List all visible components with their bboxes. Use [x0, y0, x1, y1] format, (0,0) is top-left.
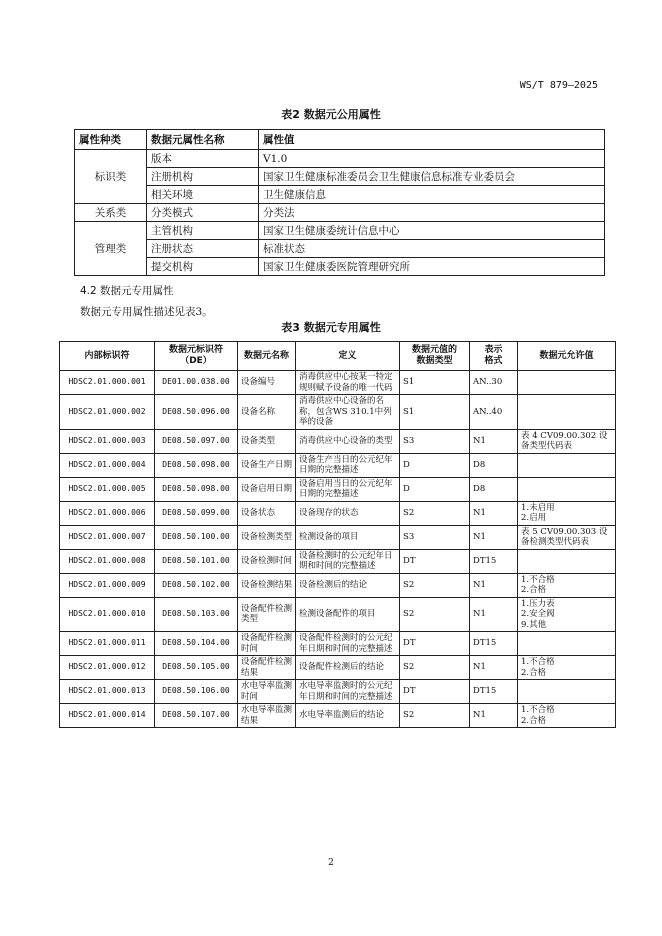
category-cell: 关系类 [75, 204, 147, 222]
attribute-value: 国家卫生健康委医院管理研究所 [259, 258, 605, 276]
table-row [75, 222, 605, 240]
internal-id-cell: HDSC2.01.000.010 [60, 597, 155, 632]
definition-cell: 检测设备配件的项目 [296, 597, 400, 632]
internal-id-cell: HDSC2.01.000.013 [60, 680, 155, 704]
de-id-cell: DE08.50.098.00 [155, 477, 238, 501]
format-cell: N1 [470, 704, 518, 728]
internal-id-cell: HDSC2.01.000.002 [60, 395, 155, 430]
table2-header-row [75, 130, 605, 150]
element-name-cell: 设备检测类型 [238, 525, 296, 549]
element-name-cell: 设备检测结果 [238, 573, 296, 597]
table3-header-cell: 表示 格式 [470, 342, 518, 371]
data-type-cell: DT [400, 549, 470, 573]
definition-cell: 设备检测后的结论 [296, 573, 400, 597]
allowed-values-cell: 1.未启用 2.启用 [518, 501, 616, 525]
table-row [75, 240, 605, 258]
table3-caption: 表3 数据元专用属性 [281, 321, 381, 334]
definition-cell: 设备启用当日的公元纪年日期的完整描述 [296, 477, 400, 501]
allowed-values-cell [518, 632, 616, 656]
de-id-cell: DE08.50.107.00 [155, 704, 238, 728]
allowed-values-cell [518, 371, 616, 395]
data-type-cell: DT [400, 632, 470, 656]
format-cell: N1 [470, 656, 518, 680]
category-cell: 管理类 [75, 222, 147, 276]
format-cell: N1 [470, 597, 518, 632]
data-type-cell: S2 [400, 573, 470, 597]
allowed-values-cell: 1.不合格 2.合格 [518, 573, 616, 597]
attribute-value: 卫生健康信息 [259, 186, 605, 204]
allowed-values-cell [518, 453, 616, 477]
de-id-cell: DE08.50.102.00 [155, 573, 238, 597]
allowed-values-cell [518, 477, 616, 501]
element-name-cell: 设备状态 [238, 501, 296, 525]
table3-header-cell: 数据元允许值 [518, 342, 616, 371]
data-type-cell: S2 [400, 656, 470, 680]
table-row [60, 680, 616, 704]
definition-cell: 检测设备的项目 [296, 525, 400, 549]
de-id-cell: DE08.50.106.00 [155, 680, 238, 704]
format-cell: DT15 [470, 680, 518, 704]
table3-header-cell: 数据元标识符 （DE） [155, 342, 238, 371]
allowed-values-cell: 表 5 CV09.00.303 设备检测类型代码表 [518, 525, 616, 549]
definition-cell: 水电导率监测后的结论 [296, 704, 400, 728]
table-row [75, 186, 605, 204]
element-name-cell: 设备检测时间 [238, 549, 296, 573]
table3-header-row [60, 342, 616, 371]
table3-header-cell: 数据元名称 [238, 342, 296, 371]
attribute-name: 版本 [147, 150, 259, 168]
table-row [60, 656, 616, 680]
table-row [60, 597, 616, 632]
table2-caption: 表2 数据元公用属性 [281, 108, 381, 121]
de-id-cell: DE08.50.104.00 [155, 632, 238, 656]
data-type-cell: S1 [400, 395, 470, 430]
allowed-values-cell: 1.不合格 2.合格 [518, 656, 616, 680]
element-name-cell: 设备配件检测时间 [238, 632, 296, 656]
allowed-values-cell: 1.压力表 2.安全阀 9.其他 [518, 597, 616, 632]
internal-id-cell: HDSC2.01.000.006 [60, 501, 155, 525]
element-name-cell: 设备名称 [238, 395, 296, 430]
element-name-cell: 水电导率监测时间 [238, 680, 296, 704]
format-cell: N1 [470, 573, 518, 597]
table3-header-cell: 数据元值的 数据类型 [400, 342, 470, 371]
allowed-values-cell: 表 4 CV09.00.302 设备类型代码表 [518, 429, 616, 453]
data-type-cell: S2 [400, 704, 470, 728]
data-type-cell: D [400, 453, 470, 477]
attribute-value: V1.0 [259, 150, 605, 168]
de-id-cell: DE08.50.096.00 [155, 395, 238, 430]
internal-id-cell: HDSC2.01.000.007 [60, 525, 155, 549]
attribute-name: 主管机构 [147, 222, 259, 240]
table2-public-attributes [74, 129, 605, 276]
table-row [75, 258, 605, 276]
internal-id-cell: HDSC2.01.000.014 [60, 704, 155, 728]
table2-header-cell: 数据元属性名称 [147, 130, 259, 150]
table-row [60, 704, 616, 728]
de-id-cell: DE08.50.103.00 [155, 597, 238, 632]
format-cell: D8 [470, 453, 518, 477]
data-type-cell: D [400, 477, 470, 501]
internal-id-cell: HDSC2.01.000.005 [60, 477, 155, 501]
element-name-cell: 设备配件检测结果 [238, 656, 296, 680]
element-name-cell: 设备生产日期 [238, 453, 296, 477]
table3-specific-attributes [59, 341, 616, 728]
definition-cell: 设备检测时的公元纪年日期和时间的完整描述 [296, 549, 400, 573]
definition-cell: 设备配件检测后的结论 [296, 656, 400, 680]
de-id-cell: DE08.50.099.00 [155, 501, 238, 525]
format-cell: AN..40 [470, 395, 518, 430]
data-type-cell: S3 [400, 525, 470, 549]
de-id-cell: DE08.50.101.00 [155, 549, 238, 573]
table2-header-cell: 属性值 [259, 130, 605, 150]
data-type-cell: S1 [400, 371, 470, 395]
data-type-cell: S3 [400, 429, 470, 453]
allowed-values-cell: 1.不合格 2.合格 [518, 704, 616, 728]
format-cell: N1 [470, 429, 518, 453]
attribute-name: 相关环境 [147, 186, 259, 204]
table-row [60, 453, 616, 477]
definition-cell: 消毒供应中心设备的类型 [296, 429, 400, 453]
element-name-cell: 设备配件检测类型 [238, 597, 296, 632]
table-row [60, 371, 616, 395]
format-cell: N1 [470, 525, 518, 549]
format-cell: DT15 [470, 632, 518, 656]
element-name-cell: 设备编号 [238, 371, 296, 395]
table-row [60, 573, 616, 597]
table-row [75, 168, 605, 186]
definition-cell: 水电导率监测时的公元纪年日期和时间的完整描述 [296, 680, 400, 704]
allowed-values-cell [518, 549, 616, 573]
definition-cell: 设备生产当日的公元纪年日期的完整描述 [296, 453, 400, 477]
de-id-cell: DE08.50.100.00 [155, 525, 238, 549]
table3-header-cell: 内部标识符 [60, 342, 155, 371]
data-type-cell: S2 [400, 597, 470, 632]
attribute-value: 分类法 [259, 204, 605, 222]
element-name-cell: 设备启用日期 [238, 477, 296, 501]
definition-cell: 设备配件检测时的公元纪年日期和时间的完整描述 [296, 632, 400, 656]
table-row [60, 395, 616, 430]
format-cell: DT15 [470, 549, 518, 573]
table-row [75, 150, 605, 168]
table-row [60, 632, 616, 656]
internal-id-cell: HDSC2.01.000.011 [60, 632, 155, 656]
attribute-name: 提交机构 [147, 258, 259, 276]
table-row [60, 477, 616, 501]
table-row [60, 429, 616, 453]
internal-id-cell: HDSC2.01.000.008 [60, 549, 155, 573]
table-row [60, 549, 616, 573]
format-cell: D8 [470, 477, 518, 501]
table3-header-cell: 定义 [296, 342, 400, 371]
element-name-cell: 水电导率监测结果 [238, 704, 296, 728]
table2-header-cell: 属性种类 [75, 130, 147, 150]
table-row [60, 501, 616, 525]
definition-cell: 设备现存的状态 [296, 501, 400, 525]
allowed-values-cell [518, 395, 616, 430]
standard-code: WS/T 879—2025 [519, 80, 598, 91]
format-cell: AN..30 [470, 371, 518, 395]
table-row [75, 204, 605, 222]
element-name-cell: 设备类型 [238, 429, 296, 453]
de-id-cell: DE08.50.105.00 [155, 656, 238, 680]
data-type-cell: S2 [400, 501, 470, 525]
definition-cell: 消毒供应中心按某一特定规则赋予设备的唯一代码 [296, 371, 400, 395]
de-id-cell: DE08.50.097.00 [155, 429, 238, 453]
de-id-cell: DE01.00.038.00 [155, 371, 238, 395]
format-cell: N1 [470, 501, 518, 525]
section-heading: 4.2 数据元专用属性 [80, 285, 174, 297]
de-id-cell: DE08.50.098.00 [155, 453, 238, 477]
internal-id-cell: HDSC2.01.000.012 [60, 656, 155, 680]
internal-id-cell: HDSC2.01.000.004 [60, 453, 155, 477]
attribute-value: 国家卫生健康委统计信息中心 [259, 222, 605, 240]
attribute-name: 注册状态 [147, 240, 259, 258]
definition-cell: 消毒供应中心设备的名称，包含WS 310.1中列举的设备 [296, 395, 400, 430]
section-paragraph: 数据元专用属性描述见表3。 [80, 306, 213, 318]
attribute-value: 国家卫生健康标准委员会卫生健康信息标准专业委员会 [259, 168, 605, 186]
allowed-values-cell [518, 680, 616, 704]
attribute-value: 标准状态 [259, 240, 605, 258]
internal-id-cell: HDSC2.01.000.003 [60, 429, 155, 453]
internal-id-cell: HDSC2.01.000.001 [60, 371, 155, 395]
internal-id-cell: HDSC2.01.000.009 [60, 573, 155, 597]
attribute-name: 分类模式 [147, 204, 259, 222]
data-type-cell: DT [400, 680, 470, 704]
page-number: 2 [328, 858, 334, 868]
category-cell: 标识类 [75, 150, 147, 204]
attribute-name: 注册机构 [147, 168, 259, 186]
table-row [60, 525, 616, 549]
